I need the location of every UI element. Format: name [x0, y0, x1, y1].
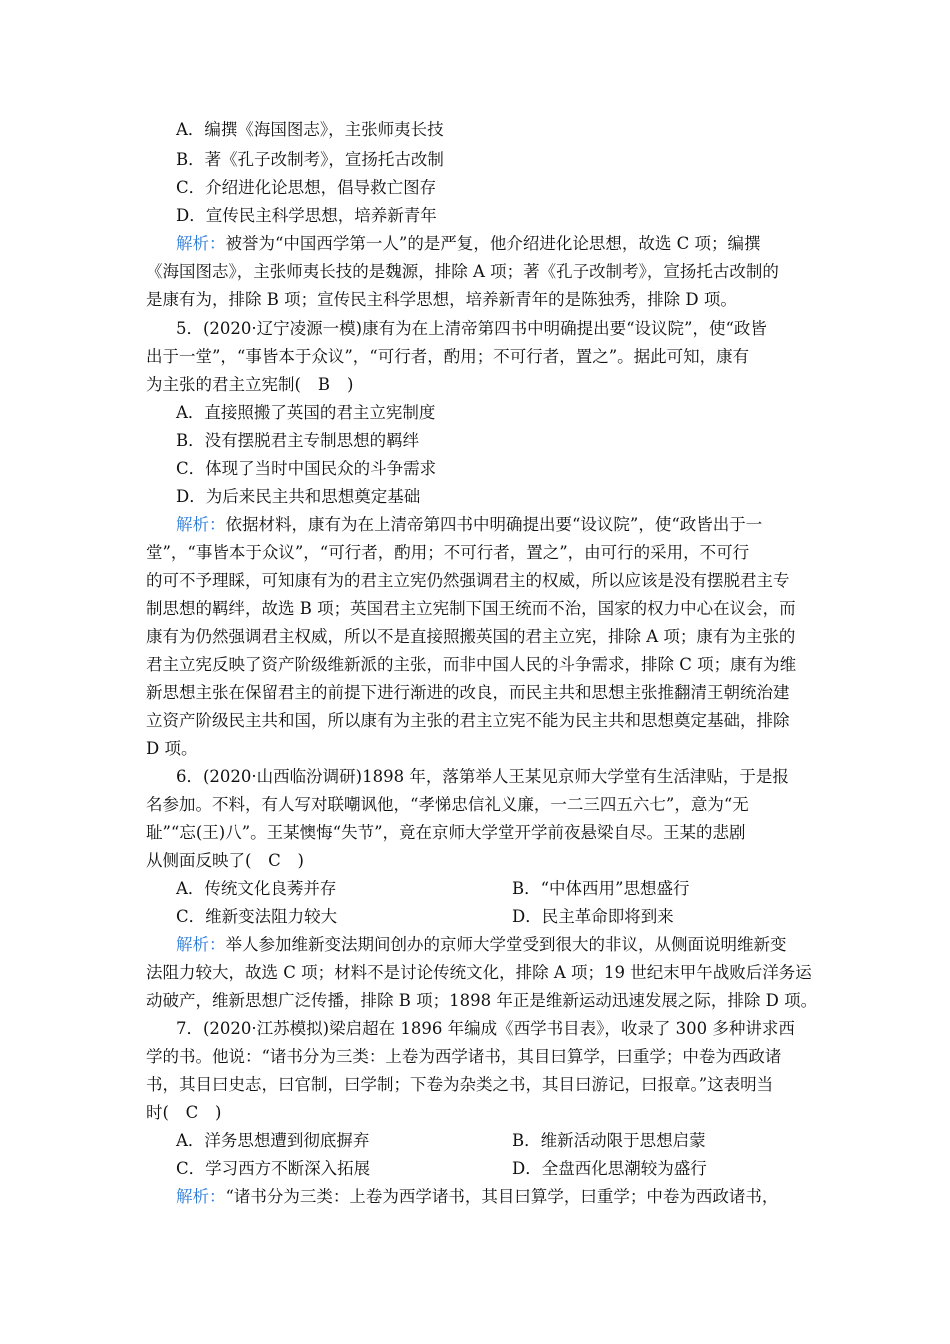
q7-stem-line-4: 时( C ) [146, 1103, 222, 1122]
q6-stem-line-3: 耻”“忘(王)八”。王某懊悔“失节”，竟在京师大学堂开学前夜悬梁自尽。王某的悲剧 [146, 823, 746, 842]
analysis-label: 解析： [176, 1187, 226, 1206]
q6-option-a: A．传统文化良莠并存 [176, 879, 337, 898]
q5-option-b: B．没有摆脱君主专制思想的羁绊 [176, 431, 420, 450]
q6-stem-line-1: 6．(2020·山西临汾调研)1898 年，落第举人王某见京师大学堂有生活津贴，于是报 [176, 767, 789, 786]
q7-stem-line-1: 7．(2020·江苏模拟)梁启超在 1896 年编成《西学书目表》，收录了 300 多种讲求西 [176, 1019, 795, 1038]
q7-stem-line-2: 学的书。他说：“诸书分为三类：上卷为西学诸书，其目曰算学，曰重学；中卷为西政诸 [146, 1047, 782, 1066]
q5-stem-line-1: 5．(2020·辽宁凌源一模)康有为在上清帝第四书中明确提出要“设议院”，使“政皆 [176, 319, 767, 338]
q6-analysis-line-1: 解析：举人参加维新变法期间创办的京师大学堂受到很大的非议，从侧面说明维新变 [176, 935, 787, 954]
q4-option-a: A．编撰《海国图志》，主张师夷长技 [176, 120, 444, 139]
q4-option-d: D．宣传民主科学思想，培养新青年 [176, 206, 437, 225]
q5-analysis-line-6: 君主立宪反映了资产阶级维新派的主张，而非中国人民的斗争需求，排除 C 项；康有为维 [146, 655, 797, 674]
q4-option-c: C．介绍进化论思想，倡导救亡图存 [176, 178, 437, 197]
analysis-label: 解析： [176, 515, 226, 534]
q7-option-c: C．学习西方不断深入拓展 [176, 1159, 371, 1178]
q7-option-b: B．维新活动限于思想启蒙 [512, 1131, 706, 1150]
q5-option-d: D．为后来民主共和思想奠定基础 [176, 487, 421, 506]
q5-analysis-line-5: 康有为仍然强调君主权威，所以不是直接照搬英国的君主立宪，排除 A 项；康有为主张的 [146, 627, 796, 646]
q5-analysis-line-8: 立资产阶级民主共和国，所以康有为主张的君主立宪不能为民主共和思想奠定基础，排除 [146, 711, 790, 730]
q5-stem-line-2: 出于一堂”，“事皆本于众议”，“可行者，酌用；不可行者，置之”。据此可知，康有 [146, 347, 750, 366]
q5-analysis-line-4: 制思想的羁绊，故选 B 项；英国君主立宪制下国王统而不治，国家的权力中心在议会，而 [146, 599, 796, 618]
q4-analysis-line-3: 是康有为，排除 B 项；宣传民主科学思想，培养新青年的是陈独秀，排除 D 项。 [146, 290, 737, 309]
q5-answer: B [317, 375, 330, 394]
q5-analysis-line-2: 堂”，“事皆本于众议”，“可行者，酌用；不可行者，置之”，由可行的采用，不可行 [146, 543, 750, 562]
q6-answer: C [268, 851, 281, 870]
q6-option-d: D．民主革命即将到来 [512, 907, 674, 926]
q6-analysis-line-3: 动破产，维新思想广泛传播，排除 B 项；1898 年正是维新运动迅速发展之际，排除 D 项。 [146, 991, 818, 1010]
q6-option-b: B．“中体西用”思想盛行 [512, 879, 690, 898]
q5-stem-line-3: 为主张的君主立宪制( B ) [146, 375, 354, 394]
analysis-label: 解析： [176, 234, 226, 253]
q6-stem-line-4: 从侧面反映了( C ) [146, 851, 304, 870]
q7-analysis-line-1: 解析：“诸书分为三类：上卷为西学诸书，其目曰算学，曰重学；中卷为西政诸书， [176, 1187, 779, 1206]
q6-analysis-line-2: 法阻力较大，故选 C 项；材料不是讨论传统文化，排除 A 项；19 世纪末甲午战败后洋务运 [146, 963, 812, 982]
q5-analysis-line-3: 的可不予理睬，可知康有为的君主立宪仍然强调君主的权威，所以应该是没有摆脱君主专 [146, 571, 790, 590]
q7-option-d: D．全盘西化思潮较为盛行 [512, 1159, 707, 1178]
q4-analysis-line-1: 解析：被誉为“中国西学第一人”的是严复，他介绍进化论思想，故选 C 项；编撰 [176, 234, 761, 253]
q5-option-a: A．直接照搬了英国的君主立宪制度 [176, 403, 436, 422]
q7-option-a: A．洋务思想遭到彻底摒弃 [176, 1131, 370, 1150]
q5-analysis-line-1: 解析：依据材料，康有为在上清帝第四书中明确提出要“设议院”，使“政皆出于一 [176, 515, 763, 534]
q6-stem-line-2: 名参加。不料，有人写对联嘲讽他，“孝悌忠信礼义廉，一二三四五六七”，意为“无 [146, 795, 749, 814]
q4-option-b: B．著《孔子改制考》，宣扬托古改制 [176, 150, 444, 169]
analysis-label: 解析： [176, 935, 226, 954]
q4-analysis-line-2: 《海国图志》，主张师夷长技的是魏源，排除 A 项；著《孔子改制考》，宣扬托古改制的 [146, 262, 779, 281]
q5-analysis-line-9: D 项。 [146, 739, 198, 758]
q5-analysis-line-7: 新思想主张在保留君主的前提下进行渐进的改良，而民主共和思想主张推翻清王朝统治建 [146, 683, 790, 702]
q5-option-c: C．体现了当时中国民众的斗争需求 [176, 459, 437, 478]
q6-option-c: C．维新变法阻力较大 [176, 907, 338, 926]
q7-stem-line-3: 书，其目曰史志，曰官制，曰学制；下卷为杂类之书，其目曰游记，曰报章。”这表明当 [146, 1075, 774, 1094]
q7-answer: C [185, 1103, 199, 1122]
